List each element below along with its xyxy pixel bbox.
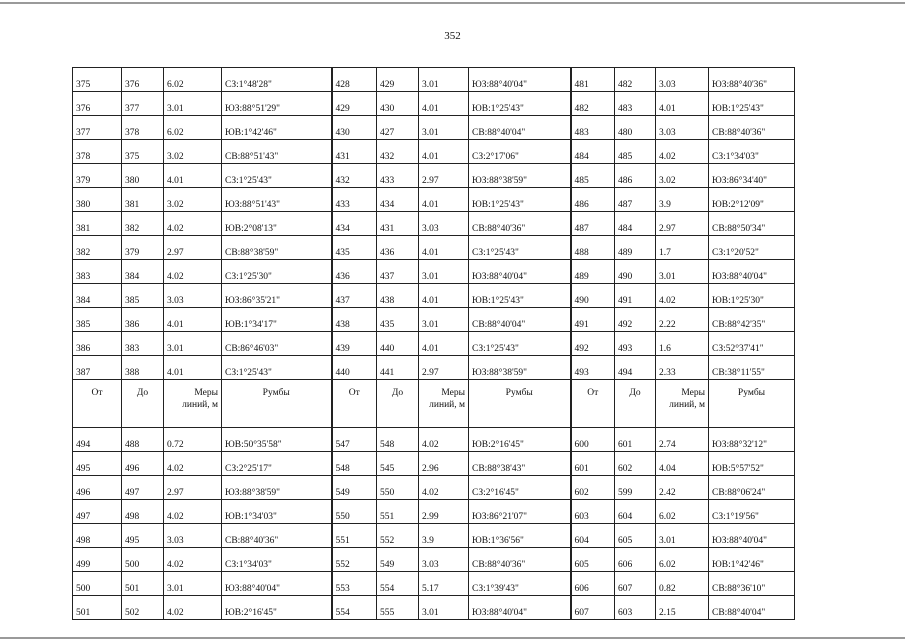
cell-line-length: 4.01: [419, 140, 469, 164]
top-scan-border: [0, 2, 905, 4]
table-row: [73, 260, 795, 284]
cell-bearing: СВ:88°40'36": [222, 524, 332, 548]
cell-bearing: СЗ:1°19'56": [709, 500, 795, 524]
cell-to-point: 441: [377, 356, 419, 380]
cell-from-point: 604: [571, 524, 615, 548]
header-from: От: [571, 380, 615, 428]
cell-line-length: 3.03: [419, 212, 469, 236]
cell-line-length: 3.01: [656, 260, 709, 284]
cell-to-point: 500: [122, 548, 164, 572]
cell-from-point: 495: [73, 452, 122, 476]
cell-to-point: 483: [615, 92, 656, 116]
cell-line-length: 4.01: [419, 332, 469, 356]
cell-line-length: 3.01: [419, 308, 469, 332]
cell-to-point: 376: [122, 68, 164, 92]
cell-from-point: 500: [73, 572, 122, 596]
cell-from-point: 440: [332, 356, 377, 380]
cell-bearing: СВ:88°38'43": [469, 452, 571, 476]
cell-bearing: СВ:88°40'36": [469, 548, 571, 572]
cell-line-length: 4.02: [164, 212, 222, 236]
cell-from-point: 600: [571, 428, 615, 452]
cell-from-point: 438: [332, 308, 377, 332]
cell-bearing: СВ:38°11'55": [709, 356, 795, 380]
cell-line-length: 3.02: [656, 164, 709, 188]
cell-from-point: 487: [571, 212, 615, 236]
cell-bearing: ЮВ:2°16'45": [222, 596, 332, 620]
cell-from-point: 437: [332, 284, 377, 308]
table-row: [73, 452, 795, 476]
cell-from-point: 429: [332, 92, 377, 116]
survey-table: [72, 67, 795, 620]
cell-from-point: 387: [73, 356, 122, 380]
cell-bearing: СЗ:2°17'06": [469, 140, 571, 164]
table-row: [73, 572, 795, 596]
cell-to-point: 384: [122, 260, 164, 284]
cell-bearing: СЗ:52°37'41": [709, 332, 795, 356]
cell-line-length: 4.04: [656, 452, 709, 476]
cell-line-length: 2.97: [419, 164, 469, 188]
cell-bearing: ЮВ:1°36'56": [469, 524, 571, 548]
cell-bearing: СЗ:1°34'03": [709, 140, 795, 164]
cell-bearing: СВ:88°51'43": [222, 140, 332, 164]
cell-bearing: ЮЗ:88°40'04": [469, 68, 571, 92]
cell-to-point: 438: [377, 284, 419, 308]
cell-line-length: 4.02: [164, 596, 222, 620]
cell-from-point: 383: [73, 260, 122, 284]
cell-from-point: 497: [73, 500, 122, 524]
cell-line-length: 1.7: [656, 236, 709, 260]
cell-line-length: 2.97: [656, 212, 709, 236]
cell-from-point: 432: [332, 164, 377, 188]
cell-line-length: 3.03: [164, 524, 222, 548]
cell-from-point: 430: [332, 116, 377, 140]
cell-bearing: СЗ:1°25'43": [469, 332, 571, 356]
header-to: До: [122, 380, 164, 428]
cell-bearing: СВ:88°36'10": [709, 572, 795, 596]
table-header-row-group: [73, 380, 795, 428]
cell-line-length: 3.01: [164, 92, 222, 116]
cell-line-length: 6.02: [656, 500, 709, 524]
cell-from-point: 381: [73, 212, 122, 236]
cell-from-point: 482: [571, 92, 615, 116]
cell-to-point: 383: [122, 332, 164, 356]
header-bearing: Румбы: [709, 380, 795, 428]
cell-line-length: 3.9: [656, 188, 709, 212]
cell-line-length: 0.82: [656, 572, 709, 596]
cell-to-point: 603: [615, 596, 656, 620]
cell-from-point: 494: [73, 428, 122, 452]
cell-to-point: 388: [122, 356, 164, 380]
cell-to-point: 380: [122, 164, 164, 188]
cell-to-point: 498: [122, 500, 164, 524]
cell-bearing: СВ:88°40'04": [709, 596, 795, 620]
cell-line-length: 6.02: [656, 548, 709, 572]
cell-to-point: 554: [377, 572, 419, 596]
cell-from-point: 385: [73, 308, 122, 332]
cell-to-point: 431: [377, 212, 419, 236]
table-row: [73, 116, 795, 140]
cell-to-point: 493: [615, 332, 656, 356]
cell-from-point: 603: [571, 500, 615, 524]
cell-bearing: СВ:88°50'34": [709, 212, 795, 236]
cell-line-length: 3.01: [164, 332, 222, 356]
cell-from-point: 605: [571, 548, 615, 572]
table-row: [73, 548, 795, 572]
cell-to-point: 502: [122, 596, 164, 620]
table-row: [73, 428, 795, 452]
cell-bearing: ЮЗ:88°32'12": [709, 428, 795, 452]
header-from: От: [332, 380, 377, 428]
cell-to-point: 433: [377, 164, 419, 188]
cell-line-length: 4.02: [656, 284, 709, 308]
cell-bearing: ЮЗ:86°34'40": [709, 164, 795, 188]
cell-to-point: 382: [122, 212, 164, 236]
cell-to-point: 378: [122, 116, 164, 140]
cell-from-point: 493: [571, 356, 615, 380]
cell-from-point: 550: [332, 500, 377, 524]
cell-bearing: ЮВ:5°57'52": [709, 452, 795, 476]
table-row: [73, 500, 795, 524]
header-line-length: Меры линий, м: [164, 380, 222, 428]
cell-line-length: 6.02: [164, 116, 222, 140]
cell-line-length: 3.02: [164, 188, 222, 212]
cell-bearing: ЮВ:1°25'43": [469, 188, 571, 212]
cell-bearing: СЗ:1°39'43": [469, 572, 571, 596]
cell-bearing: СВ:88°06'24": [709, 476, 795, 500]
cell-bearing: ЮЗ:88°38'59": [222, 476, 332, 500]
cell-to-point: 430: [377, 92, 419, 116]
cell-bearing: ЮВ:1°25'43": [469, 92, 571, 116]
cell-from-point: 601: [571, 452, 615, 476]
cell-line-length: 4.02: [164, 260, 222, 284]
cell-from-point: 552: [332, 548, 377, 572]
cell-bearing: СВ:86°46'03": [222, 332, 332, 356]
cell-to-point: 607: [615, 572, 656, 596]
cell-line-length: 4.01: [164, 308, 222, 332]
cell-from-point: 492: [571, 332, 615, 356]
cell-to-point: 490: [615, 260, 656, 284]
cell-line-length: 5.17: [419, 572, 469, 596]
cell-line-length: 4.01: [419, 92, 469, 116]
cell-to-point: 487: [615, 188, 656, 212]
cell-bearing: СВ:88°40'36": [469, 212, 571, 236]
cell-line-length: 3.01: [419, 116, 469, 140]
cell-from-point: 606: [571, 572, 615, 596]
cell-bearing: ЮВ:2°12'09": [709, 188, 795, 212]
cell-to-point: 480: [615, 116, 656, 140]
cell-bearing: ЮВ:1°42'46": [222, 116, 332, 140]
cell-bearing: СЗ:1°25'43": [222, 164, 332, 188]
table-row: [73, 332, 795, 356]
cell-bearing: СЗ:1°34'03": [222, 548, 332, 572]
cell-line-length: 4.02: [419, 428, 469, 452]
cell-from-point: 386: [73, 332, 122, 356]
cell-bearing: ЮЗ:88°38'59": [469, 164, 571, 188]
table-row: [73, 308, 795, 332]
cell-to-point: 495: [122, 524, 164, 548]
cell-line-length: 2.15: [656, 596, 709, 620]
cell-to-point: 605: [615, 524, 656, 548]
cell-line-length: 2.74: [656, 428, 709, 452]
cell-from-point: 499: [73, 548, 122, 572]
cell-bearing: СВ:88°40'04": [469, 308, 571, 332]
cell-from-point: 602: [571, 476, 615, 500]
cell-line-length: 6.02: [164, 68, 222, 92]
cell-to-point: 606: [615, 548, 656, 572]
cell-from-point: 382: [73, 236, 122, 260]
cell-to-point: 545: [377, 452, 419, 476]
cell-line-length: 3.03: [656, 116, 709, 140]
cell-bearing: СВ:88°42'35": [709, 308, 795, 332]
cell-from-point: 428: [332, 68, 377, 92]
cell-to-point: 485: [615, 140, 656, 164]
cell-line-length: 4.02: [419, 476, 469, 500]
header-line-length: Меры линий, м: [419, 380, 469, 428]
table-row: [73, 140, 795, 164]
cell-line-length: 4.02: [164, 452, 222, 476]
cell-from-point: 485: [571, 164, 615, 188]
cell-line-length: 4.01: [164, 164, 222, 188]
cell-line-length: 3.01: [419, 68, 469, 92]
cell-from-point: 431: [332, 140, 377, 164]
cell-line-length: 3.02: [164, 140, 222, 164]
cell-line-length: 3.01: [656, 524, 709, 548]
cell-from-point: 436: [332, 260, 377, 284]
cell-to-point: 604: [615, 500, 656, 524]
cell-bearing: ЮЗ:88°51'43": [222, 188, 332, 212]
cell-bearing: СВ:88°40'04": [469, 116, 571, 140]
cell-bearing: ЮЗ:88°40'04": [709, 524, 795, 548]
cell-line-length: 4.02: [656, 140, 709, 164]
cell-bearing: СЗ:1°20'52": [709, 236, 795, 260]
cell-line-length: 3.03: [164, 284, 222, 308]
cell-bearing: ЮЗ:86°35'21": [222, 284, 332, 308]
cell-to-point: 434: [377, 188, 419, 212]
cell-to-point: 381: [122, 188, 164, 212]
table-row: [73, 356, 795, 380]
cell-from-point: 490: [571, 284, 615, 308]
cell-line-length: 4.02: [164, 548, 222, 572]
cell-bearing: СЗ:2°16'45": [469, 476, 571, 500]
table-row: [73, 596, 795, 620]
cell-line-length: 2.33: [656, 356, 709, 380]
cell-line-length: 3.9: [419, 524, 469, 548]
cell-from-point: 547: [332, 428, 377, 452]
cell-bearing: ЮЗ:86°21'07": [469, 500, 571, 524]
cell-to-point: 482: [615, 68, 656, 92]
cell-from-point: 498: [73, 524, 122, 548]
table-row: [73, 68, 795, 92]
header-from: От: [73, 380, 122, 428]
cell-bearing: ЮЗ:88°51'29": [222, 92, 332, 116]
cell-to-point: 440: [377, 332, 419, 356]
cell-bearing: СЗ:1°25'43": [469, 236, 571, 260]
cell-from-point: 496: [73, 476, 122, 500]
page-number: 352: [444, 30, 461, 42]
cell-from-point: 484: [571, 140, 615, 164]
cell-line-length: 3.01: [419, 260, 469, 284]
cell-line-length: 2.22: [656, 308, 709, 332]
header-to: До: [377, 380, 419, 428]
cell-bearing: ЮЗ:88°40'04": [222, 572, 332, 596]
cell-to-point: 496: [122, 452, 164, 476]
cell-bearing: ЮВ:2°08'13": [222, 212, 332, 236]
cell-to-point: 552: [377, 524, 419, 548]
cell-line-length: 2.97: [419, 356, 469, 380]
cell-to-point: 548: [377, 428, 419, 452]
cell-to-point: 494: [615, 356, 656, 380]
cell-to-point: 550: [377, 476, 419, 500]
cell-line-length: 3.03: [419, 548, 469, 572]
cell-from-point: 481: [571, 68, 615, 92]
table-block-1: [73, 68, 795, 380]
cell-from-point: 501: [73, 596, 122, 620]
bottom-scan-border: [0, 637, 905, 639]
cell-from-point: 486: [571, 188, 615, 212]
cell-line-length: 2.99: [419, 500, 469, 524]
cell-bearing: ЮВ:1°34'17": [222, 308, 332, 332]
cell-to-point: 549: [377, 548, 419, 572]
cell-from-point: 380: [73, 188, 122, 212]
cell-from-point: 489: [571, 260, 615, 284]
cell-bearing: ЮЗ:88°40'04": [469, 260, 571, 284]
cell-from-point: 554: [332, 596, 377, 620]
cell-line-length: 2.97: [164, 476, 222, 500]
cell-to-point: 486: [615, 164, 656, 188]
cell-bearing: СЗ:1°25'43": [222, 356, 332, 380]
cell-to-point: 492: [615, 308, 656, 332]
cell-line-length: 2.97: [164, 236, 222, 260]
cell-to-point: 497: [122, 476, 164, 500]
cell-from-point: 549: [332, 476, 377, 500]
cell-to-point: 601: [615, 428, 656, 452]
cell-to-point: 386: [122, 308, 164, 332]
cell-line-length: 4.01: [419, 236, 469, 260]
cell-from-point: 434: [332, 212, 377, 236]
cell-bearing: СВ:88°40'36": [709, 116, 795, 140]
cell-bearing: ЮВ:1°42'46": [709, 548, 795, 572]
cell-bearing: ЮЗ:88°38'59": [469, 356, 571, 380]
cell-from-point: 435: [332, 236, 377, 260]
cell-from-point: 491: [571, 308, 615, 332]
table-row: [73, 92, 795, 116]
cell-bearing: ЮВ:1°34'03": [222, 500, 332, 524]
cell-line-length: 3.01: [419, 596, 469, 620]
cell-line-length: 4.01: [419, 284, 469, 308]
cell-to-point: 385: [122, 284, 164, 308]
cell-from-point: 607: [571, 596, 615, 620]
table-row: [73, 236, 795, 260]
cell-from-point: 377: [73, 116, 122, 140]
cell-bearing: ЮВ:50°35'58": [222, 428, 332, 452]
cell-to-point: 435: [377, 308, 419, 332]
cell-to-point: 491: [615, 284, 656, 308]
cell-line-length: 4.01: [419, 188, 469, 212]
cell-bearing: СЗ:1°48'28": [222, 68, 332, 92]
header-bearing: Румбы: [222, 380, 332, 428]
cell-to-point: 555: [377, 596, 419, 620]
cell-to-point: 488: [122, 428, 164, 452]
table-block-2: [73, 428, 795, 620]
cell-from-point: 551: [332, 524, 377, 548]
cell-line-length: 4.01: [164, 356, 222, 380]
cell-line-length: 1.6: [656, 332, 709, 356]
table-row: [73, 188, 795, 212]
cell-to-point: 484: [615, 212, 656, 236]
cell-from-point: 548: [332, 452, 377, 476]
cell-from-point: 378: [73, 140, 122, 164]
cell-bearing: ЮВ:1°25'43": [469, 284, 571, 308]
cell-to-point: 437: [377, 260, 419, 284]
cell-line-length: 4.01: [656, 92, 709, 116]
header-to: До: [615, 380, 656, 428]
cell-bearing: ЮЗ:88°40'04": [469, 596, 571, 620]
cell-to-point: 377: [122, 92, 164, 116]
cell-from-point: 433: [332, 188, 377, 212]
cell-line-length: 3.01: [164, 572, 222, 596]
cell-to-point: 501: [122, 572, 164, 596]
table-row: [73, 476, 795, 500]
cell-to-point: 432: [377, 140, 419, 164]
table-row: [73, 284, 795, 308]
cell-bearing: ЮВ:1°25'43": [709, 92, 795, 116]
cell-from-point: 553: [332, 572, 377, 596]
cell-bearing: ЮВ:2°16'45": [469, 428, 571, 452]
cell-to-point: 379: [122, 236, 164, 260]
cell-to-point: 551: [377, 500, 419, 524]
cell-bearing: СЗ:1°25'30": [222, 260, 332, 284]
cell-from-point: 375: [73, 68, 122, 92]
cell-to-point: 489: [615, 236, 656, 260]
table-row: [73, 164, 795, 188]
cell-bearing: ЮЗ:88°40'04": [709, 260, 795, 284]
table-row: [73, 212, 795, 236]
header-bearing: Румбы: [469, 380, 571, 428]
cell-from-point: 379: [73, 164, 122, 188]
cell-from-point: 439: [332, 332, 377, 356]
cell-from-point: 483: [571, 116, 615, 140]
cell-bearing: СЗ:2°25'17": [222, 452, 332, 476]
cell-to-point: 427: [377, 116, 419, 140]
cell-to-point: 602: [615, 452, 656, 476]
header-line-length: Меры линий, м: [656, 380, 709, 428]
cell-line-length: 2.96: [419, 452, 469, 476]
cell-line-length: 2.42: [656, 476, 709, 500]
cell-to-point: 436: [377, 236, 419, 260]
cell-to-point: 429: [377, 68, 419, 92]
cell-to-point: 375: [122, 140, 164, 164]
cell-from-point: 384: [73, 284, 122, 308]
cell-to-point: 599: [615, 476, 656, 500]
table-header-row: [73, 380, 795, 428]
cell-line-length: 0.72: [164, 428, 222, 452]
cell-bearing: СВ:88°38'59": [222, 236, 332, 260]
cell-from-point: 488: [571, 236, 615, 260]
cell-line-length: 3.03: [656, 68, 709, 92]
cell-line-length: 4.02: [164, 500, 222, 524]
cell-bearing: ЮВ:1°25'30": [709, 284, 795, 308]
cell-bearing: ЮЗ:88°40'36": [709, 68, 795, 92]
cell-from-point: 376: [73, 92, 122, 116]
table-row: [73, 524, 795, 548]
